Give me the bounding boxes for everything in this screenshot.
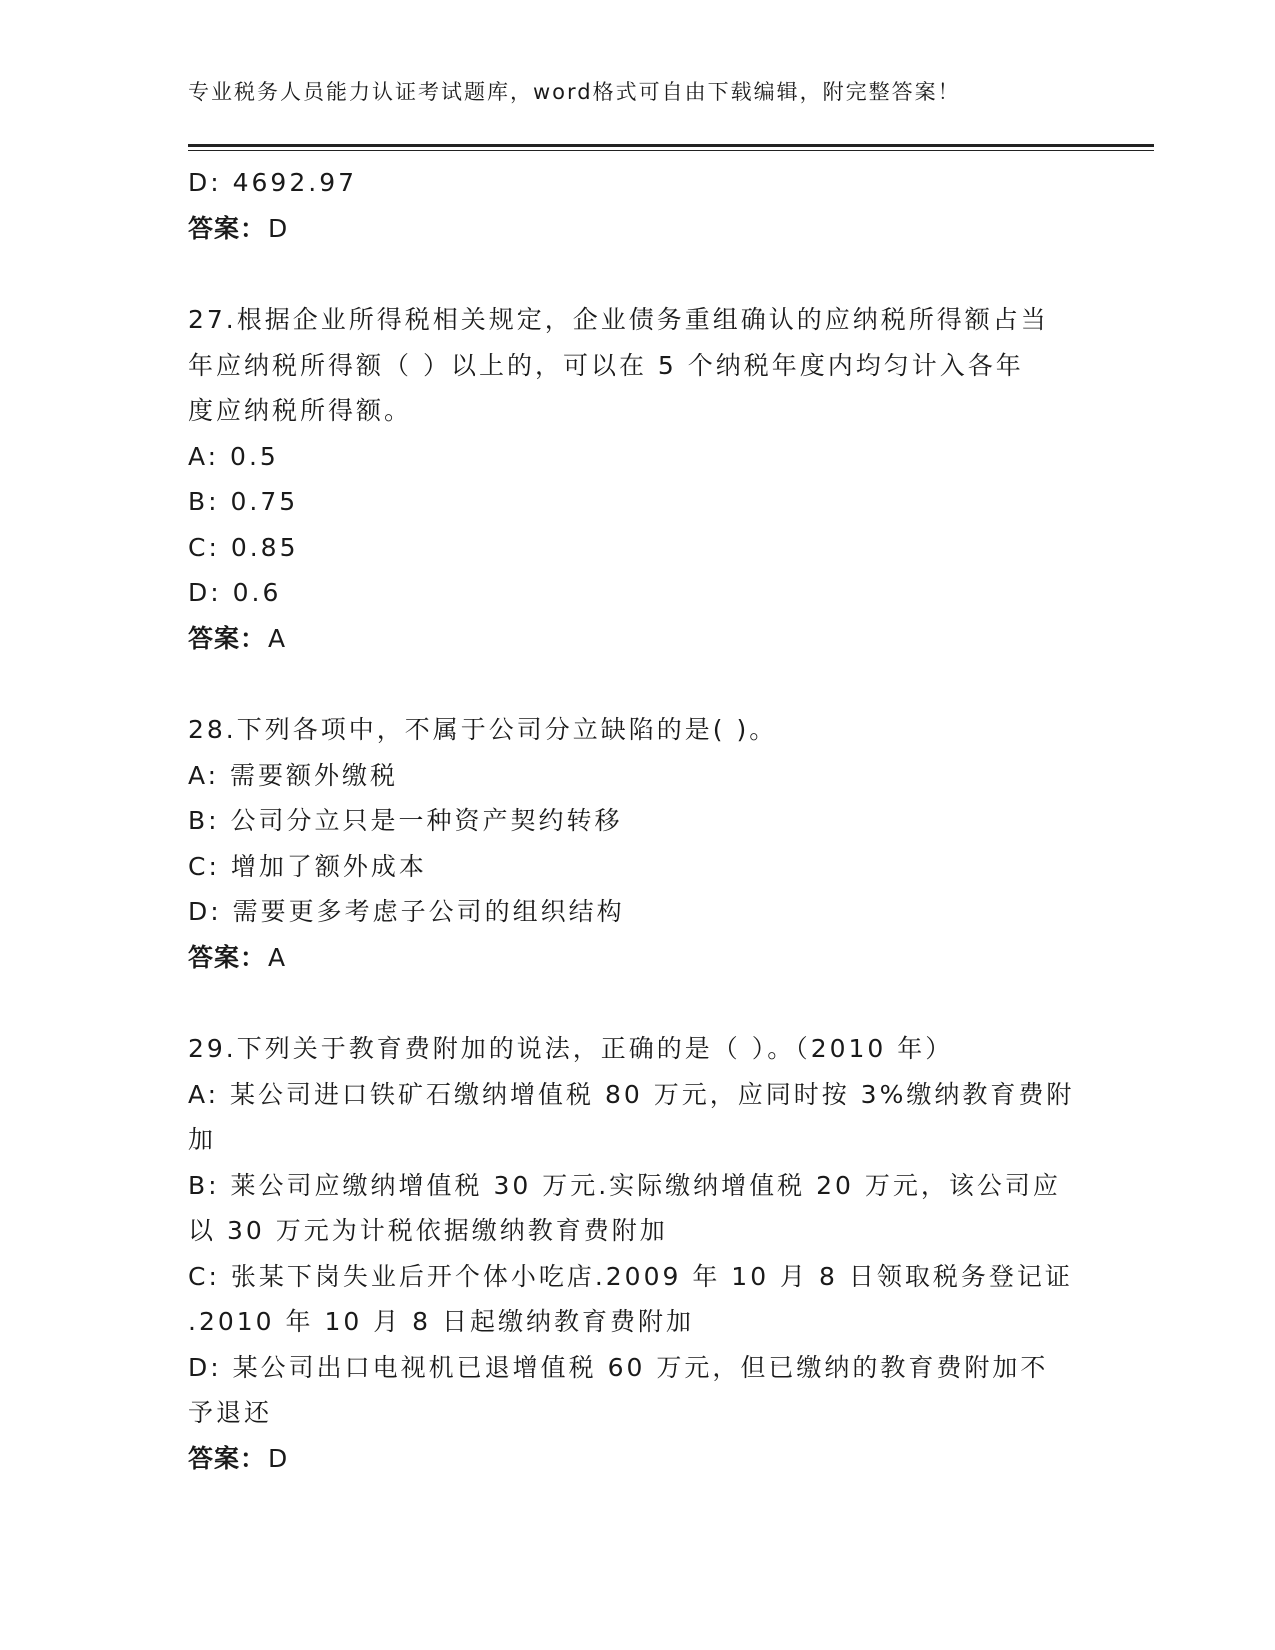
question-28-option-a: A: 需要额外缴税 (188, 760, 399, 790)
question-27-stem-1: 27.根据企业所得税相关规定，企业债务重组确认的应纳税所得额占当 (188, 305, 1049, 334)
question-28-stem-1: 28.下列各项中，不属于公司分立缺陷的是( )。 (188, 715, 778, 744)
question-27-stem-2: 年应纳税所得额（ ）以上的，可以在 5 个纳税年度内均匀计入各年 (188, 350, 1024, 380)
question-28 (188, 707, 1088, 980)
question-29-stem-1: 29.下列关于教育费附加的说法，正确的是（ ）。（2010 年） (188, 1034, 954, 1063)
option-d-prev: D: 4692.97 (188, 168, 358, 197)
question-28-option-d: D: 需要更多考虑子公司的组织结构 (188, 897, 625, 926)
question-27 (188, 297, 1088, 661)
question-29-option-c-2: .2010 年 10 月 8 日起缴纳教育费附加 (188, 1307, 695, 1336)
question-27-option-a: A: 0.5 (188, 441, 279, 471)
answer-prev: 答案：D (188, 213, 289, 243)
question-29-option-a-2: 加 (188, 1125, 217, 1154)
question-29-option-a-1: A: 某公司进口铁矿石缴纳增值税 80 万元，应同时按 3%缴纳教育费附 (188, 1079, 1075, 1109)
question-29-answer: 答案：D (188, 1443, 289, 1473)
question-29-option-c-1: C: 张某下岗失业后开个体小吃店.2009 年 10 月 8 日领取税务登记证 (188, 1261, 1073, 1291)
question-28-option-c: C: 增加了额外成本 (188, 851, 427, 881)
question-28-answer: 答案：A (188, 942, 287, 972)
question-29 (188, 1026, 1088, 1481)
question-29-option-b-1: B: 莱公司应缴纳增值税 30 万元.实际缴纳增值税 20 万元，该公司应 (188, 1170, 1061, 1200)
question-29-option-d-2: 予退还 (188, 1398, 273, 1427)
question-27-stem-3: 度应纳税所得额。 (188, 396, 413, 425)
question-27-option-c: C: 0.85 (188, 532, 299, 562)
question-28-option-b: B: 公司分立只是一种资产契约转移 (188, 806, 623, 835)
question-content (188, 160, 1088, 1481)
header-rule-thick (188, 144, 1154, 147)
header-rule-thin (188, 150, 1154, 151)
question-27-answer: 答案：A (188, 623, 287, 653)
question-29-option-d-1: D: 某公司出口电视机已退增值税 60 万元，但已缴纳的教育费附加不 (188, 1352, 1049, 1382)
question-27-option-d: D: 0.6 (188, 578, 282, 607)
page-header: 专业税务人员能力认证考试题库，word格式可自由下载编辑，附完整答案！ (188, 80, 961, 104)
question-29-option-b-2: 以 30 万元为计税依据缴纳教育费附加 (188, 1216, 668, 1245)
question-27-option-b: B: 0.75 (188, 487, 299, 516)
